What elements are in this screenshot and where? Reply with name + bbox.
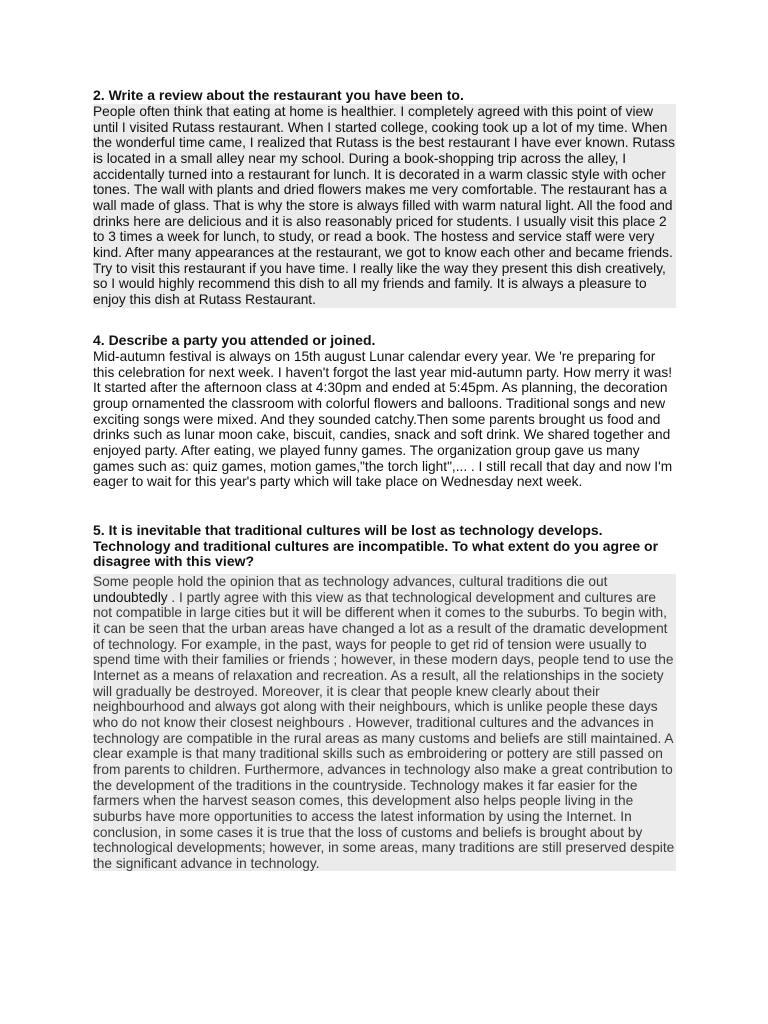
answer-4-text: Mid-autumn festival is always on 15th august Lunar calendar every year. We 're preparing for this celebration for next week. I haven't forgot the last year mid-autumn party. How merry it was! It started after the afternoon class at 4:30pm and ended at 5:45pm. As planning, the decoration group ornamented the classroom with colorful flowers and balloons. Traditional songs and new exciting songs were mixed. And they sounded catchy.Then some parents brought us food and drinks such as lunar moon cake, biscuit, candies, snack and soft drink. We shared together and enjoyed party. After eating, we played funny games. The organization group gave us many games such as: quiz games, motion games,"the torch light",... . I still recall that day and now I'm eager to wait for this year's party which will take place on Wednesday next week. bbox=[93, 349, 673, 490]
question-2-heading: 2. Write a review about the restaurant you have been to. bbox=[93, 87, 464, 103]
answer-5-part1: Some people hold the opinion that as technology advances, cultural traditions die out bbox=[93, 574, 608, 589]
answer-5-highlight-word: undoubtedly bbox=[93, 589, 168, 605]
answer-2-text: People often think that eating at home is healthier. I completely agreed with this point of view until I visited Rutass restaurant. When I started college, cooking took up a lot of my time. When the wonderful time came, I realized that Rutass is the best restaurant I have ever known. Rutass is located in a small alley near my school. During a book-shopping trip across the alley, I accidentally turned into a restaurant for lunch. It is decorated in a warm classic style with ocher tones. The wall with plants and dried flowers makes me very comfortable. The restaurant has a wall made of glass. That is why the store is always filled with warm natural light. All the food and drinks here are delicious and it is also reasonably priced for students. I usually visit this place 2 to 3 times a week for lunch, to study, or read a book. The hostess and service staff were very kind. After many appearances at the restaurant, we got to know each other and became friends. Try to visit this restaurant if you have time. I really like the way they present this dish creatively, so I would highly recommend this dish to all my friends and family. It is always a pleasure to enjoy this dish at Rutass Restaurant. bbox=[93, 104, 676, 307]
question-4-heading: 4. Describe a party you attended or joined. bbox=[93, 332, 376, 348]
answer-5-text bbox=[93, 574, 676, 871]
answer-5-part2: . I partly agree with this view as that technological development and cultures are not compatible in large cities but it will be different when it comes to the suburbs. To begin with, it can be seen that the urban areas have changed a lot as a result of the dramatic development of technology. For example, in the past, ways for people to get rid of tension were usually to spend time with their families or friends ; however, in these modern days, people tend to use the Internet as a means of relaxation and recreation. As a result, all the relationships in the society will gradually be destroyed. Moreover, it is clear that people knew clearly about their neighbourhood and always got along with their neighbours, which is unlike people these days who do not know their closest neighbours . However, traditional cultures and the advances in technology are compatible in the rural areas as many customs and beliefs are still maintained. A clear example is that many traditional skills such as embroidering or pottery are still passed on from parents to children. Furthermore, advances in technology also make a great contribution to the development of the traditions in the countryside. Technology makes it far easier for the farmers when the harvest season comes, this development also helps people living in the suburbs have more opportunities to access the latest information by using the Internet. In conclusion, in some cases it is true that the loss of customs and beliefs is brought about by technological developments; however, in some areas, many traditions are still preserved despite the significant advance in technology. bbox=[93, 589, 675, 871]
question-5-heading: 5. It is inevitable that traditional cultures will be lost as technology develops. Technology and traditional cultures are incompatible. To what extent do you agree or disagree with this view? bbox=[93, 522, 659, 570]
